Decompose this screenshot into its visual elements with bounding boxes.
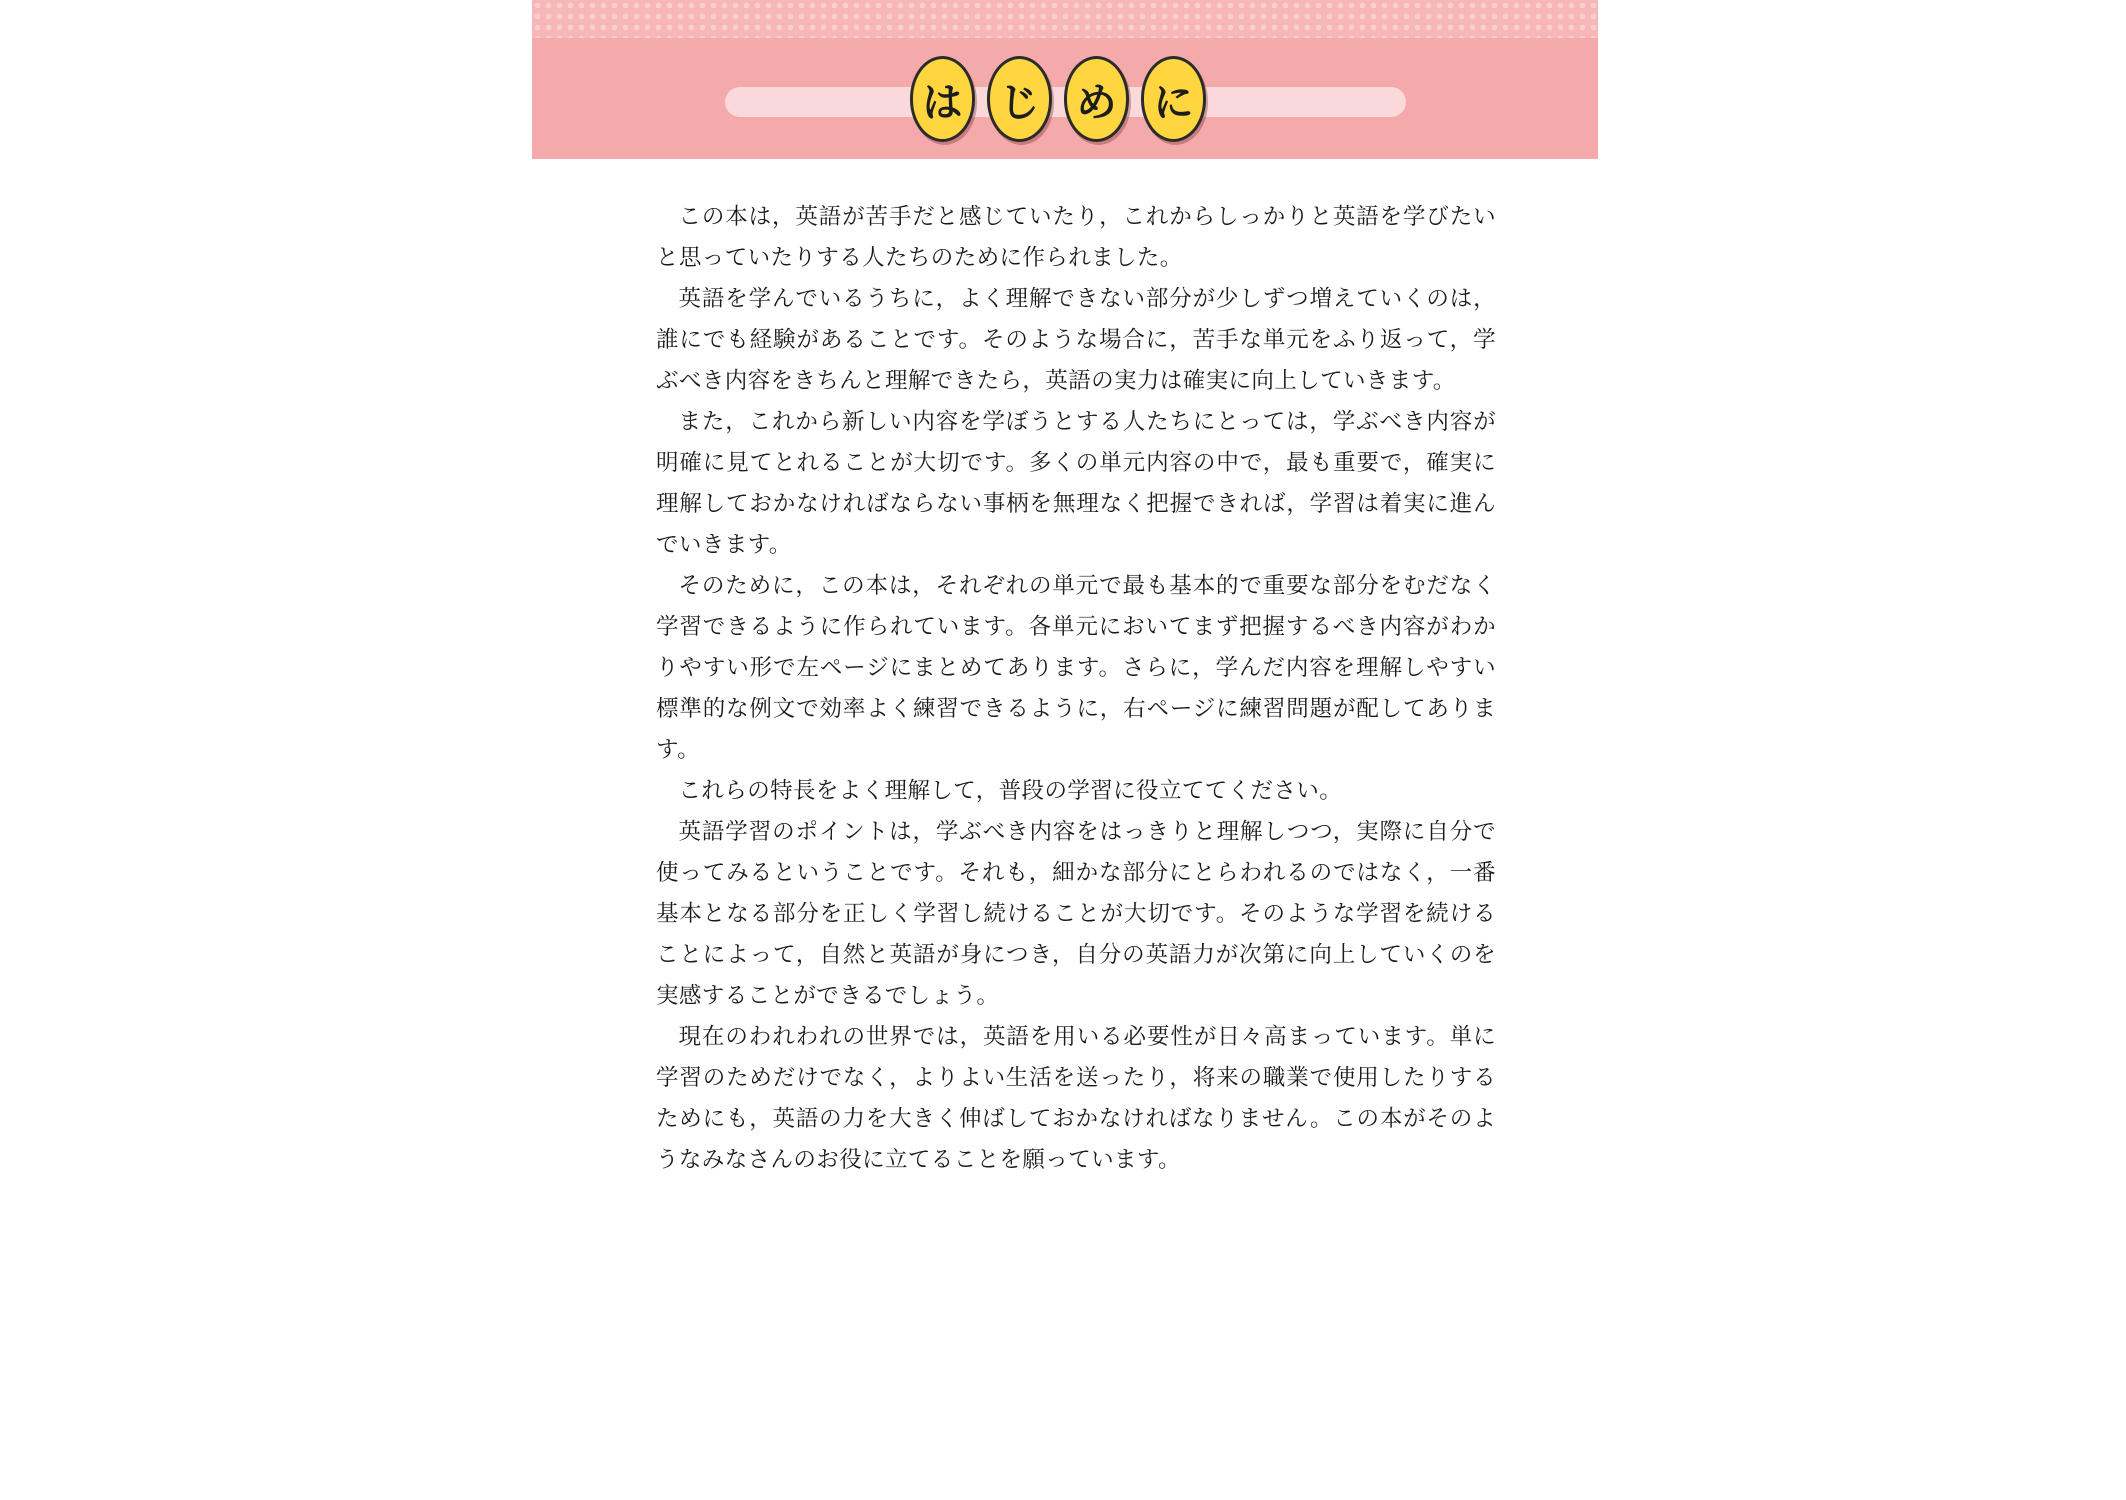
header-banner	[532, 0, 1598, 159]
title-char: じ	[987, 56, 1052, 142]
dot-pattern-strip	[532, 0, 1598, 38]
title-char: に	[1141, 56, 1206, 142]
paragraph: これらの特長をよく理解して，普段の学習に役立ててください。	[678, 778, 1343, 804]
paragraph: また，これから新しい内容を学ぼうとする人たちにとっては，学ぶべき内容が明確に見てとれることが大切です。多くの単元内容の中で，最も重要で，確実に理解しておかなければならない事柄を無理なく把握できれば，学習は着実に進んでいきます。	[656, 409, 1496, 558]
paragraph: 英語を学んでいるうちに，よく理解できない部分が少しずつ増えていくのは，誰にでも経験があることです。そのような場合に，苦手な単元をふり返って，学ぶべき内容をきちんと理解できたら，英語の実力は確実に向上していきます。	[656, 286, 1496, 394]
title-char: は	[910, 56, 975, 142]
paragraph: 現在のわれわれの世界では，英語を用いる必要性が日々高まっています。単に学習のためだけでなく，よりよい生活を送ったり，将来の職業で使用したりするためにも，英語の力を大きく伸ばしておかなければなりません。この本がそのようなみなさんのお役に立てることを願っています。	[656, 1024, 1496, 1173]
page	[532, 0, 1598, 1500]
page-title	[910, 56, 1206, 142]
paragraph: そのために，この本は，それぞれの単元で最も基本的で重要な部分をむだなく学習できるように作られています。各単元においてまず把握するべき内容がわかりやすい形で左ページにまとめてあります。さらに，学んだ内容を理解しやすい標準的な例文で効率よく練習できるように，右ページに練習問題が配してあります。	[656, 573, 1496, 763]
paragraph: この本は，英語が苦手だと感じていたり，これからしっかりと英語を学びたいと思っていたりする人たちのために作られました。	[656, 204, 1496, 271]
paragraph: 英語学習のポイントは，学ぶべき内容をはっきりと理解しつつ，実際に自分で使ってみるということです。それも，細かな部分にとらわれるのではなく，一番基本となる部分を正しく学習し続けることが大切です。そのような学習を続けることによって，自然と英語が身につき，自分の英語力が次第に向上していくのを実感することができるでしょう。	[656, 819, 1496, 1009]
title-char: め	[1064, 56, 1129, 142]
intro-text	[656, 197, 1496, 1181]
